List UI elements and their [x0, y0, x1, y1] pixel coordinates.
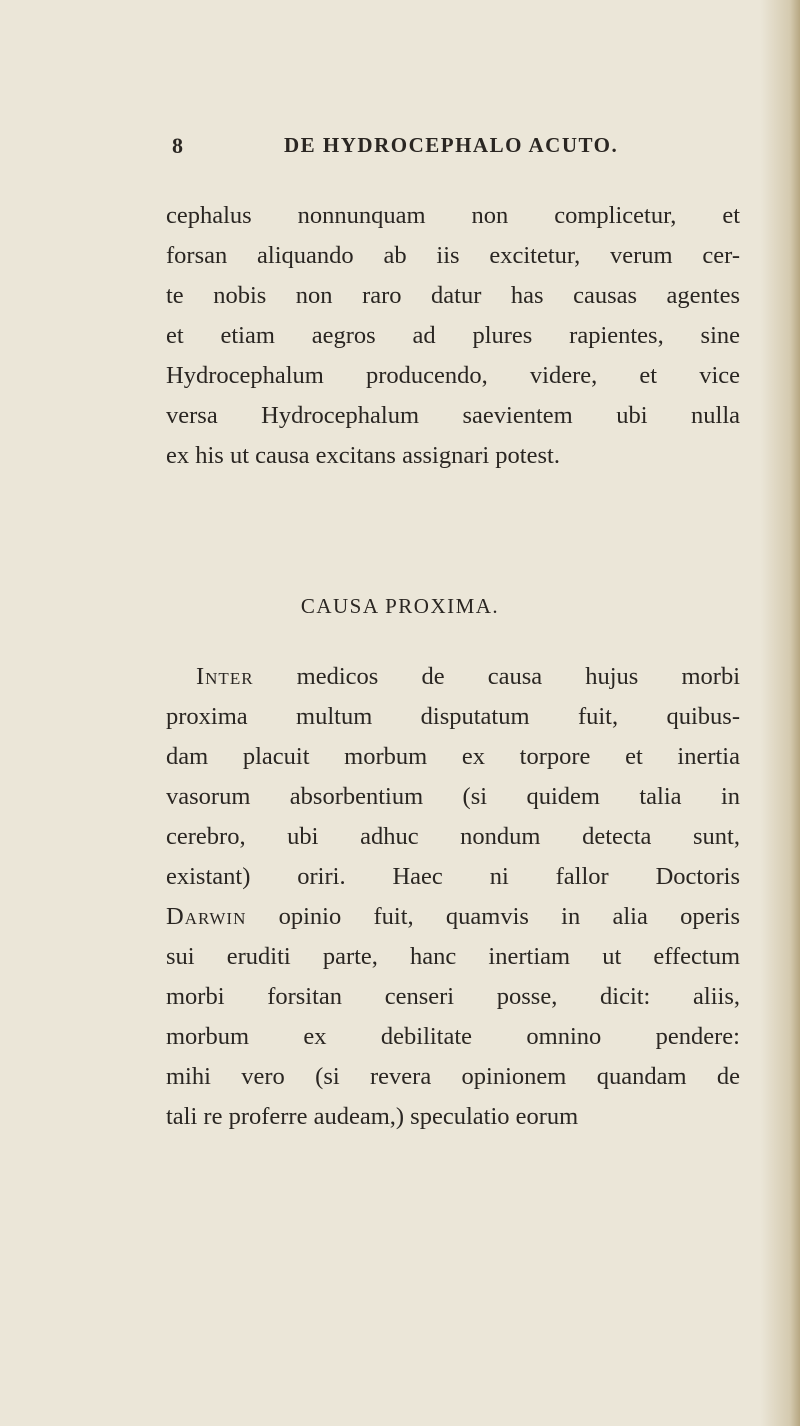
text-line: proxima multum disputatum fuit, quibus- [166, 703, 740, 730]
text-line: tali re proferre audeam,) speculatio eorum [166, 1103, 579, 1130]
text-fragment: medicos de causa hujus morbi [253, 663, 740, 690]
paragraph-2 [166, 657, 740, 1137]
text-line: te nobis non raro datur has causas agentes [166, 282, 740, 309]
text-line: forsan aliquando ab iis excitetur, verum cer- [166, 242, 740, 269]
running-head: DE HYDROCEPHALO ACUTO. [284, 133, 619, 157]
paragraph-1 [166, 196, 740, 476]
text-line: sui eruditi parte, hanc inertiam ut effectum [166, 943, 740, 970]
page-number: 8 [172, 133, 184, 158]
text-line: existant) oriri. Haec ni fallor Doctoris [166, 863, 740, 890]
text-line: Hydrocephalum producendo, videre, et vice [166, 362, 740, 389]
text-fragment: opinio fuit, quamvis in alia operis [246, 903, 740, 930]
author-name: Darwin [166, 903, 247, 930]
text-line: mihi vero (si revera opinionem quandam de [166, 1063, 740, 1090]
text-line: et etiam aegros ad plures rapientes, sine [166, 322, 740, 349]
text-line: cerebro, ubi adhuc nondum detecta sunt, [166, 823, 740, 850]
text-line: vasorum absorbentium (si quidem talia in [166, 783, 740, 810]
text-line: dam placuit morbum ex torpore et inertia [166, 743, 740, 770]
page-header [0, 133, 800, 163]
text-line [166, 657, 740, 697]
text-line: ex his ut causa excitans assignari potest. [166, 442, 560, 469]
initial-word: Inter [196, 663, 254, 690]
text-line [166, 897, 740, 937]
section-title: CAUSA PROXIMA. [300, 594, 500, 618]
text-line: morbum ex debilitate omnino pendere: [166, 1023, 740, 1050]
text-line: versa Hydrocephalum saevientem ubi nulla [166, 402, 740, 429]
text-line: morbi forsitan censeri posse, dicit: aliis, [166, 983, 740, 1010]
text-line: cephalus nonnunquam non complicetur, et [166, 202, 740, 229]
